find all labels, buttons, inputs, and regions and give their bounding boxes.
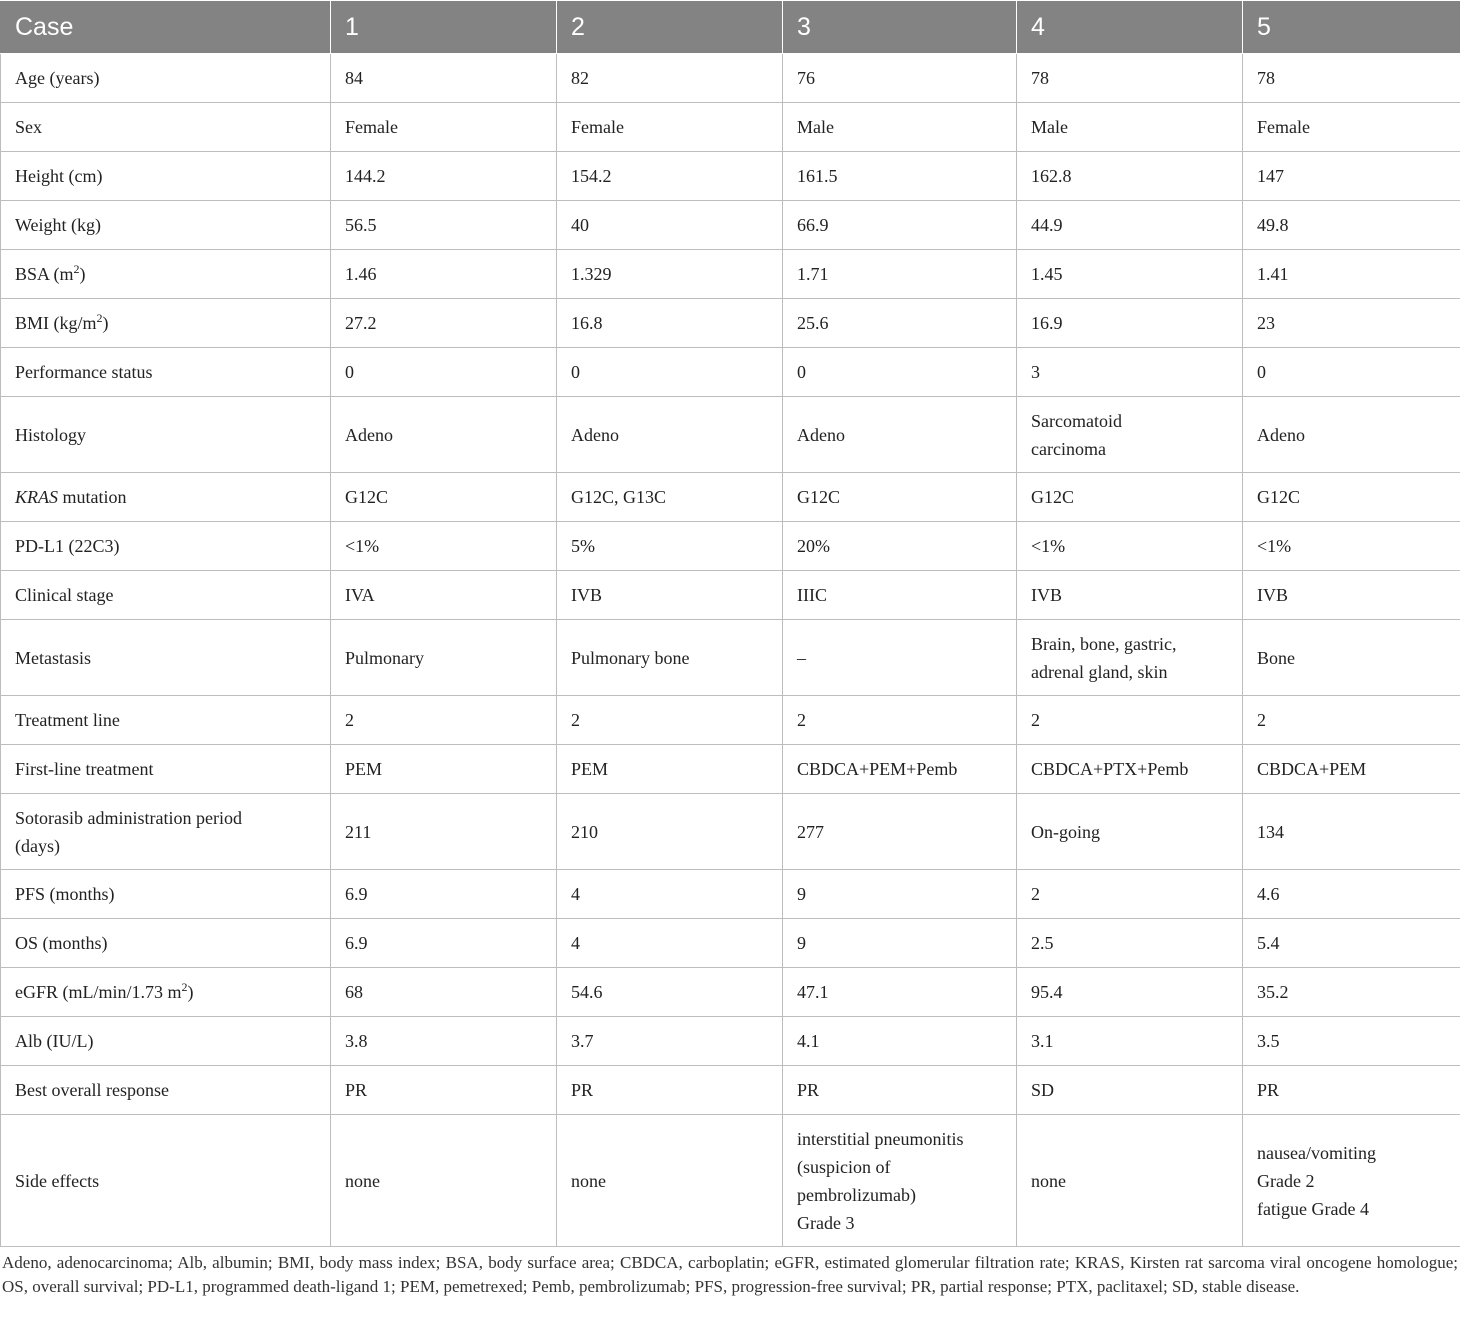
table-row <box>1 620 1460 696</box>
row-label: Clinical stage <box>1 571 331 620</box>
row-label: Best overall response <box>1 1066 331 1115</box>
table-cell: 23 <box>1243 299 1460 348</box>
table-cell: 1.46 <box>331 250 557 299</box>
cell-line: interstitial pneumonitis <box>797 1128 964 1149</box>
table-cell: 6.9 <box>331 919 557 968</box>
table-cell: IIIC <box>783 571 1017 620</box>
table-cell: CBDCA+PEM <box>1243 745 1460 794</box>
table-cell: 5% <box>557 522 783 571</box>
table-cell: PR <box>783 1066 1017 1115</box>
table-header <box>1 1 1460 54</box>
table-cell: Adeno <box>783 397 1017 473</box>
cell-line: Brain, bone, gastric, <box>1031 633 1177 654</box>
table-cell: <1% <box>1017 522 1243 571</box>
row-label-superscript: 2 <box>73 262 80 276</box>
table-cell: 0 <box>1243 348 1460 397</box>
cell-line: fatigue Grade 4 <box>1257 1198 1369 1219</box>
cell-line: carcinoma <box>1031 438 1106 459</box>
table-cell: 210 <box>557 794 783 870</box>
table-cell: PEM <box>557 745 783 794</box>
table-cell: 1.41 <box>1243 250 1460 299</box>
table-cell: none <box>1017 1115 1243 1247</box>
table-cell: G12C <box>331 473 557 522</box>
table-cell: 5.4 <box>1243 919 1460 968</box>
table-cell: SD <box>1017 1066 1243 1115</box>
table-cell <box>1017 397 1243 473</box>
cell-line: Grade 2 <box>1257 1170 1315 1191</box>
table-cell: 3.5 <box>1243 1017 1460 1066</box>
table-cell: 2 <box>557 696 783 745</box>
table-cell: 6.9 <box>331 870 557 919</box>
table-cell: Adeno <box>1243 397 1460 473</box>
table-cell: <1% <box>331 522 557 571</box>
table-cell: CBDCA+PEM+Pemb <box>783 745 1017 794</box>
row-label-suffix: mutation <box>58 487 127 507</box>
row-label <box>1 473 331 522</box>
table-row <box>1 870 1460 919</box>
table-row <box>1 397 1460 473</box>
table-cell: 161.5 <box>783 152 1017 201</box>
table-row <box>1 201 1460 250</box>
row-label-superscript: 2 <box>96 311 103 325</box>
row-label <box>1 250 331 299</box>
row-label-suffix: ) <box>79 264 86 284</box>
row-label: Weight (kg) <box>1 201 331 250</box>
table-cell: 35.2 <box>1243 968 1460 1017</box>
table-row <box>1 54 1460 103</box>
table-cell: Adeno <box>557 397 783 473</box>
table-body <box>1 54 1460 1247</box>
table-cell: 3.8 <box>331 1017 557 1066</box>
table-cell: 47.1 <box>783 968 1017 1017</box>
table-cell: CBDCA+PTX+Pemb <box>1017 745 1243 794</box>
row-label: Height (cm) <box>1 152 331 201</box>
table-cell: 4.6 <box>1243 870 1460 919</box>
table-cell: 9 <box>783 870 1017 919</box>
row-label: Side effects <box>1 1115 331 1247</box>
table-cell: PR <box>1243 1066 1460 1115</box>
row-label: OS (months) <box>1 919 331 968</box>
table-cell: 147 <box>1243 152 1460 201</box>
cell-line: pembrolizumab) <box>797 1184 916 1205</box>
table-cell: IVB <box>1243 571 1460 620</box>
table-cell: 4 <box>557 919 783 968</box>
table-row <box>1 745 1460 794</box>
row-label: Alb (IU/L) <box>1 1017 331 1066</box>
row-label: Metastasis <box>1 620 331 696</box>
table-cell: 78 <box>1243 54 1460 103</box>
header-row <box>1 1 1460 54</box>
row-label-superscript: 2 <box>181 980 188 994</box>
row-label-suffix: ) <box>187 982 194 1002</box>
table-row <box>1 522 1460 571</box>
table-row <box>1 473 1460 522</box>
table-row <box>1 794 1460 870</box>
table-cell: 1.71 <box>783 250 1017 299</box>
table-row <box>1 250 1460 299</box>
row-label <box>1 968 331 1017</box>
table-cell: 162.8 <box>1017 152 1243 201</box>
table-cell: 68 <box>331 968 557 1017</box>
row-label: Age (years) <box>1 54 331 103</box>
table-cell: 25.6 <box>783 299 1017 348</box>
row-label-line: Sotorasib administration period <box>15 807 242 828</box>
table-cell: 27.2 <box>331 299 557 348</box>
row-label: Treatment line <box>1 696 331 745</box>
table-cell: 16.8 <box>557 299 783 348</box>
table-row <box>1 1115 1460 1247</box>
table-cell: G12C <box>1017 473 1243 522</box>
table-cell: 0 <box>557 348 783 397</box>
table-cell: 4 <box>557 870 783 919</box>
table-cell: G12C <box>783 473 1017 522</box>
table-cell: 134 <box>1243 794 1460 870</box>
row-label: First-line treatment <box>1 745 331 794</box>
row-label: Sex <box>1 103 331 152</box>
cell-line: (suspicion of <box>797 1156 891 1177</box>
table-cell: 0 <box>331 348 557 397</box>
row-label: Performance status <box>1 348 331 397</box>
table-cell: none <box>331 1115 557 1247</box>
table-cell: 9 <box>783 919 1017 968</box>
table-row <box>1 152 1460 201</box>
table-cell: 44.9 <box>1017 201 1243 250</box>
table-cell <box>783 1115 1017 1247</box>
table-cell: 4.1 <box>783 1017 1017 1066</box>
table-cell: none <box>557 1115 783 1247</box>
table-cell: 2 <box>783 696 1017 745</box>
table-cell: <1% <box>1243 522 1460 571</box>
table-cell: 1.45 <box>1017 250 1243 299</box>
table-cell: 20% <box>783 522 1017 571</box>
table-cell: G12C <box>1243 473 1460 522</box>
table-cell: 154.2 <box>557 152 783 201</box>
table-cell: Bone <box>1243 620 1460 696</box>
table-cell: G12C, G13C <box>557 473 783 522</box>
header-case-5: 5 <box>1243 1 1460 54</box>
table-row <box>1 1066 1460 1115</box>
table-cell: Female <box>557 103 783 152</box>
table-cell: Pulmonary <box>331 620 557 696</box>
table-cell <box>1243 1115 1460 1247</box>
row-label <box>1 794 331 870</box>
row-label: PD-L1 (22C3) <box>1 522 331 571</box>
table-cell: 95.4 <box>1017 968 1243 1017</box>
table-row <box>1 1017 1460 1066</box>
table-cell: – <box>783 620 1017 696</box>
table-cell: 2 <box>1017 696 1243 745</box>
cell-line: nausea/vomiting <box>1257 1142 1376 1163</box>
table-cell: Female <box>1243 103 1460 152</box>
table-cell: 56.5 <box>331 201 557 250</box>
table-cell: IVB <box>557 571 783 620</box>
table-cell: 16.9 <box>1017 299 1243 348</box>
table-row <box>1 348 1460 397</box>
header-case-4: 4 <box>1017 1 1243 54</box>
table-cell: Male <box>783 103 1017 152</box>
table-cell: 277 <box>783 794 1017 870</box>
row-label <box>1 299 331 348</box>
header-case-2: 2 <box>557 1 783 54</box>
table-cell: 54.6 <box>557 968 783 1017</box>
table-cell: 0 <box>783 348 1017 397</box>
table-cell: PEM <box>331 745 557 794</box>
table-cell: 3.7 <box>557 1017 783 1066</box>
table-row <box>1 571 1460 620</box>
table-row <box>1 299 1460 348</box>
row-label-italic: KRAS <box>15 487 58 507</box>
row-label: Histology <box>1 397 331 473</box>
table-cell: Adeno <box>331 397 557 473</box>
table-cell: 2 <box>331 696 557 745</box>
table-cell: PR <box>557 1066 783 1115</box>
cell-line: Sarcomatoid <box>1031 410 1122 431</box>
table-cell: 3.1 <box>1017 1017 1243 1066</box>
table-row <box>1 103 1460 152</box>
row-label: PFS (months) <box>1 870 331 919</box>
table-row <box>1 696 1460 745</box>
table-cell: 84 <box>331 54 557 103</box>
table-cell: IVB <box>1017 571 1243 620</box>
table-footnote: Adeno, adenocarcinoma; Alb, albumin; BMI, body mass index; BSA, body surface area; CBDCA, carboplatin; eGFR, estimated glomerular filtration rate; KRAS, Kirsten rat sarcoma viral oncogene homologue; OS, overall survival; PD-L1, programmed death-ligand 1; PEM, pemetrexed; Pemb, pembrolizumab; PFS, progression-free survival; PR, partial response; PTX, paclitaxel; SD, stable disease. <box>2 1253 1458 1296</box>
table-cell: PR <box>331 1066 557 1115</box>
table-row <box>1 968 1460 1017</box>
table-cell: Female <box>331 103 557 152</box>
table-cell <box>1017 620 1243 696</box>
table-cell: IVA <box>331 571 557 620</box>
cell-line: Grade 3 <box>797 1212 855 1233</box>
table-cell: 211 <box>331 794 557 870</box>
table-cell: 40 <box>557 201 783 250</box>
table-cell: On-going <box>1017 794 1243 870</box>
cell-line: adrenal gland, skin <box>1031 661 1168 682</box>
row-label-text: eGFR (mL/min/1.73 m <box>15 982 182 1002</box>
table-cell: 66.9 <box>783 201 1017 250</box>
row-label-text: BSA (m <box>15 264 74 284</box>
table-row <box>1 919 1460 968</box>
header-case: Case <box>1 1 331 54</box>
table-cell: 82 <box>557 54 783 103</box>
table-cell: Pulmonary bone <box>557 620 783 696</box>
table-cell: 76 <box>783 54 1017 103</box>
row-label-suffix: ) <box>102 313 109 333</box>
table-cell: 2 <box>1017 870 1243 919</box>
table-cell: 78 <box>1017 54 1243 103</box>
table-cell: Male <box>1017 103 1243 152</box>
header-case-1: 1 <box>331 1 557 54</box>
table-cell: 2.5 <box>1017 919 1243 968</box>
table-cell: 144.2 <box>331 152 557 201</box>
table-cell: 49.8 <box>1243 201 1460 250</box>
table-cell: 1.329 <box>557 250 783 299</box>
row-label-text: BMI (kg/m <box>15 313 97 333</box>
table-cell: 2 <box>1243 696 1460 745</box>
row-label-line: (days) <box>15 835 60 856</box>
table-cell: 3 <box>1017 348 1243 397</box>
header-case-3: 3 <box>783 1 1017 54</box>
